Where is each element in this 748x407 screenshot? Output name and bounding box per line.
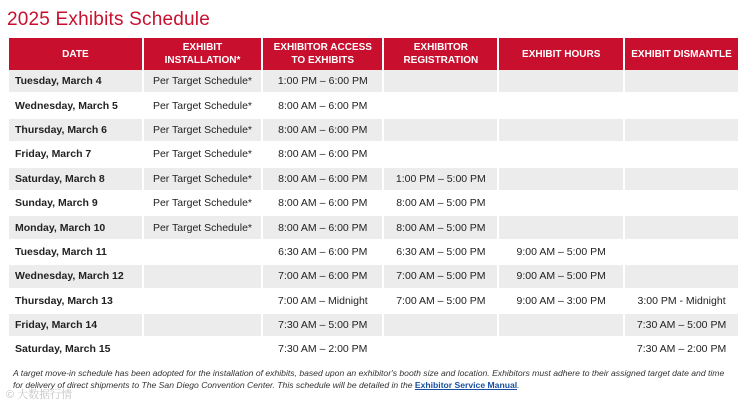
cell-registration [384, 70, 497, 94]
cell-hours: 9:00 AM – 5:00 PM [499, 241, 623, 265]
cell-dismantle [625, 265, 738, 289]
cell-hours [499, 216, 623, 240]
cell-installation: Per Target Schedule* [144, 216, 261, 240]
cell-date: Sunday, March 9 [9, 192, 142, 216]
footnote-end: . [517, 380, 520, 390]
table-row [9, 70, 738, 94]
cell-hours [499, 338, 623, 362]
table-row [9, 192, 738, 216]
cell-date: Wednesday, March 12 [9, 265, 142, 289]
cell-registration [384, 143, 497, 167]
cell-installation: Per Target Schedule* [144, 168, 261, 192]
watermark: © 大数据行情 [6, 389, 73, 401]
header-access: EXHIBITOR ACCESS TO EXHIBITS [263, 38, 382, 70]
table-row [9, 119, 738, 143]
cell-installation [144, 290, 261, 314]
schedule-table [7, 38, 740, 363]
cell-dismantle [625, 168, 738, 192]
cell-access: 7:00 AM – Midnight [263, 290, 382, 314]
cell-date: Tuesday, March 11 [9, 241, 142, 265]
cell-installation: Per Target Schedule* [144, 119, 261, 143]
table-row [9, 94, 738, 118]
cell-registration [384, 94, 497, 118]
table-row [9, 241, 738, 265]
cell-hours [499, 314, 623, 338]
cell-access: 6:30 AM – 6:00 PM [263, 241, 382, 265]
cell-hours: 9:00 AM – 5:00 PM [499, 265, 623, 289]
cell-date: Monday, March 10 [9, 216, 142, 240]
cell-access: 7:30 AM – 2:00 PM [263, 338, 382, 362]
footnote-text: A target move-in schedule has been adopted for the installation of exhibits, based upon an exhibitor's booth size and location. Exhibitors must adhere to their assigned target date and time for delivery of direct shipments to The San Diego Convention Center. This schedule will be detailed in the [13, 368, 725, 390]
cell-hours [499, 192, 623, 216]
table-row [9, 168, 738, 192]
cell-date: Friday, March 7 [9, 143, 142, 167]
cell-installation [144, 241, 261, 265]
cell-hours [499, 94, 623, 118]
cell-access: 8:00 AM – 6:00 PM [263, 143, 382, 167]
cell-installation: Per Target Schedule* [144, 70, 261, 94]
cell-access: 7:00 AM – 6:00 PM [263, 265, 382, 289]
cell-access: 8:00 AM – 6:00 PM [263, 119, 382, 143]
table-header-row [9, 38, 738, 70]
cell-registration: 8:00 AM – 5:00 PM [384, 192, 497, 216]
cell-dismantle [625, 94, 738, 118]
cell-registration: 8:00 AM – 5:00 PM [384, 216, 497, 240]
cell-dismantle: 7:30 AM – 2:00 PM [625, 338, 738, 362]
cell-dismantle: 7:30 AM – 5:00 PM [625, 314, 738, 338]
table-row [9, 290, 738, 314]
cell-dismantle [625, 241, 738, 265]
cell-registration: 7:00 AM – 5:00 PM [384, 265, 497, 289]
cell-registration [384, 314, 497, 338]
cell-dismantle [625, 70, 738, 94]
cell-hours [499, 168, 623, 192]
table-row [9, 314, 738, 338]
table-row [9, 216, 738, 240]
header-installation: EXHIBIT INSTALLATION* [144, 38, 261, 70]
cell-date: Thursday, March 6 [9, 119, 142, 143]
cell-date: Saturday, March 8 [9, 168, 142, 192]
cell-registration [384, 338, 497, 362]
cell-date: Wednesday, March 5 [9, 94, 142, 118]
table-body [9, 70, 738, 363]
header-dismantle: EXHIBIT DISMANTLE [625, 38, 738, 70]
cell-dismantle: 3:00 PM - Midnight [625, 290, 738, 314]
cell-hours [499, 143, 623, 167]
cell-dismantle [625, 119, 738, 143]
footnote [13, 367, 733, 391]
cell-installation [144, 338, 261, 362]
cell-dismantle [625, 143, 738, 167]
cell-hours: 9:00 AM – 3:00 PM [499, 290, 623, 314]
header-registration: EXHIBITOR REGISTRATION [384, 38, 497, 70]
cell-installation: Per Target Schedule* [144, 143, 261, 167]
header-date: DATE [9, 38, 142, 70]
cell-dismantle [625, 216, 738, 240]
cell-registration [384, 119, 497, 143]
exhibitor-service-manual-link[interactable]: Exhibitor Service Manual [414, 380, 518, 390]
cell-hours [499, 70, 623, 94]
header-hours: EXHIBIT HOURS [499, 38, 623, 70]
cell-date: Saturday, March 15 [9, 338, 142, 362]
table-row [9, 265, 738, 289]
cell-registration: 1:00 PM – 5:00 PM [384, 168, 497, 192]
cell-date: Thursday, March 13 [9, 290, 142, 314]
cell-date: Tuesday, March 4 [9, 70, 142, 94]
table-row [9, 338, 738, 362]
cell-access: 8:00 AM – 6:00 PM [263, 94, 382, 118]
cell-registration: 6:30 AM – 5:00 PM [384, 241, 497, 265]
cell-installation [144, 265, 261, 289]
cell-installation: Per Target Schedule* [144, 192, 261, 216]
table-row [9, 143, 738, 167]
cell-hours [499, 119, 623, 143]
cell-access: 8:00 AM – 6:00 PM [263, 168, 382, 192]
cell-access: 8:00 AM – 6:00 PM [263, 216, 382, 240]
cell-access: 7:30 AM – 5:00 PM [263, 314, 382, 338]
cell-access: 8:00 AM – 6:00 PM [263, 192, 382, 216]
page-title: 2025 Exhibits Schedule [7, 9, 210, 30]
cell-registration: 7:00 AM – 5:00 PM [384, 290, 497, 314]
cell-access: 1:00 PM – 6:00 PM [263, 70, 382, 94]
cell-date: Friday, March 14 [9, 314, 142, 338]
cell-dismantle [625, 192, 738, 216]
cell-installation [144, 314, 261, 338]
cell-installation: Per Target Schedule* [144, 94, 261, 118]
